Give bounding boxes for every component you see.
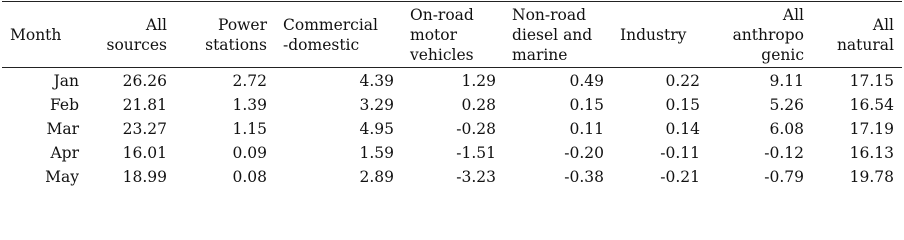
value-cell: 21.81: [122, 96, 167, 114]
value-cell: -0.79: [764, 168, 804, 186]
month-cell: Apr: [50, 144, 79, 162]
value-cell: 17.15: [849, 72, 894, 90]
emissions-table-container: [2, 1, 902, 189]
value-cell: 0.14: [665, 120, 700, 138]
value-cell: 16.13: [849, 144, 894, 162]
value-cell: 2.72: [232, 72, 267, 90]
month-cell: May: [45, 168, 79, 186]
column-header-line: Power: [218, 16, 267, 34]
value-cell: 18.99: [122, 168, 167, 186]
value-cell: 16.54: [849, 96, 894, 114]
column-header-line: -domestic: [283, 36, 360, 54]
value-cell: 5.26: [769, 96, 804, 114]
value-cell: 1.59: [359, 144, 394, 162]
value-cell: -3.23: [456, 168, 496, 186]
month-cell: Jan: [53, 72, 79, 90]
column-header-line: Industry: [620, 26, 687, 44]
value-cell: 4.95: [359, 120, 394, 138]
column-header-line: natural: [836, 36, 894, 54]
value-cell: 0.28: [461, 96, 496, 114]
table-header: [2, 2, 902, 68]
column-header: [97, 2, 175, 68]
value-cell: -0.11: [660, 144, 700, 162]
column-header-line: stations: [205, 36, 267, 54]
column-header-line: marine: [512, 46, 568, 64]
column-header-line: Commercial: [283, 16, 379, 34]
column-header-line: motor: [410, 26, 457, 44]
value-cell: 9.11: [769, 72, 804, 90]
column-header-line: Non-road: [512, 6, 587, 24]
value-cell: 0.49: [569, 72, 604, 90]
table-row: [2, 68, 902, 94]
value-cell: -0.12: [764, 144, 804, 162]
column-header: [504, 2, 612, 68]
month-cell: Feb: [49, 96, 79, 114]
value-cell: 0.11: [569, 120, 604, 138]
column-header-line: All: [782, 6, 804, 24]
value-cell: 2.89: [359, 168, 394, 186]
header-row: [2, 2, 902, 68]
value-cell: 0.08: [232, 168, 267, 186]
value-cell: 1.29: [461, 72, 496, 90]
column-header: [275, 2, 402, 68]
column-header-line: sources: [106, 36, 167, 54]
column-header-line: genic: [761, 46, 804, 64]
column-header-line: diesel and: [512, 26, 593, 44]
table-body: [2, 68, 902, 190]
value-cell: 0.15: [569, 96, 604, 114]
month-cell: Mar: [46, 120, 79, 138]
value-cell: 0.09: [232, 144, 267, 162]
column-header: [612, 2, 708, 68]
column-header-line: All: [872, 16, 894, 34]
column-header-line: anthropo: [732, 26, 804, 44]
value-cell: -0.20: [564, 144, 604, 162]
column-header-line: Month: [10, 26, 62, 44]
value-cell: 0.15: [665, 96, 700, 114]
value-cell: 3.29: [359, 96, 394, 114]
value-cell: 26.26: [122, 72, 167, 90]
value-cell: 16.01: [122, 144, 167, 162]
table-row: [2, 93, 902, 117]
value-cell: 6.08: [769, 120, 804, 138]
column-header: [402, 2, 504, 68]
value-cell: 0.22: [665, 72, 700, 90]
column-header: [175, 2, 275, 68]
table-row: [2, 117, 902, 141]
value-cell: 1.15: [232, 120, 267, 138]
value-cell: -0.38: [564, 168, 604, 186]
column-header: [812, 2, 902, 68]
column-header: [2, 2, 97, 68]
column-header-line: All: [145, 16, 167, 34]
value-cell: -1.51: [456, 144, 496, 162]
value-cell: 19.78: [849, 168, 894, 186]
value-cell: 4.39: [359, 72, 394, 90]
emissions-table: [2, 1, 902, 189]
column-header: [708, 2, 812, 68]
value-cell: -0.21: [660, 168, 700, 186]
value-cell: 23.27: [122, 120, 167, 138]
value-cell: -0.28: [456, 120, 496, 138]
column-header-line: On-road: [410, 6, 474, 24]
column-header-line: vehicles: [410, 46, 474, 64]
table-row: [2, 165, 902, 189]
table-row: [2, 141, 902, 165]
value-cell: 1.39: [232, 96, 267, 114]
value-cell: 17.19: [849, 120, 894, 138]
